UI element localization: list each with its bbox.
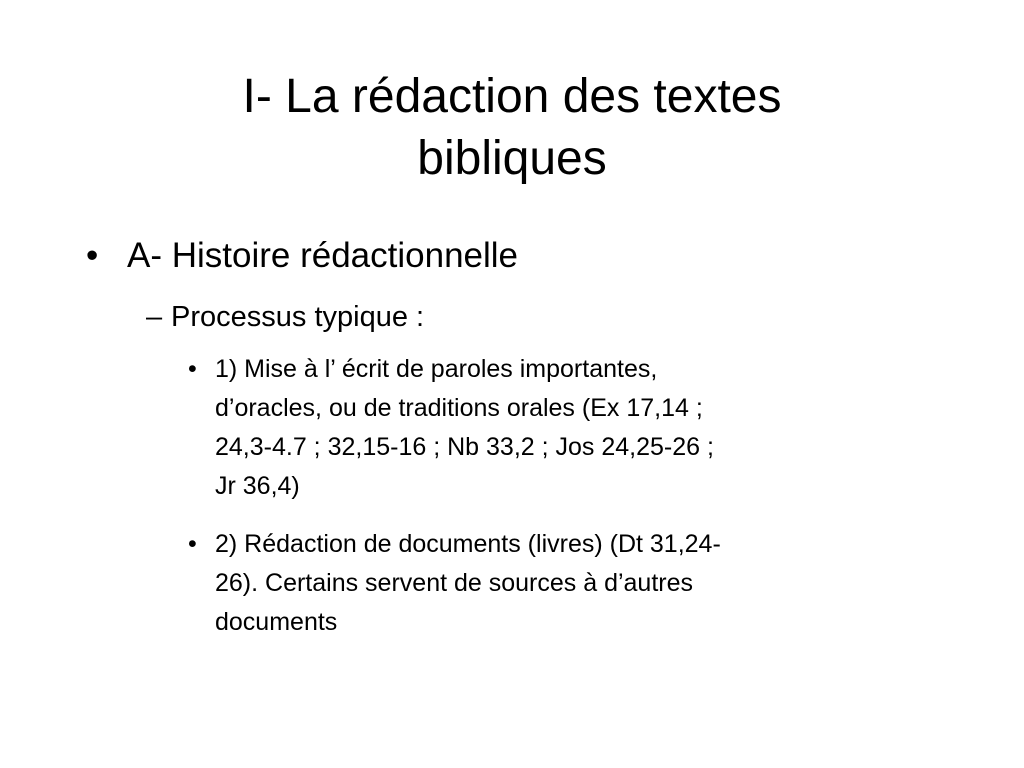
bullet-level3-text	[215, 350, 915, 506]
title-line: bibliques	[417, 132, 607, 185]
text-line: 24,3-4.7 ; 32,15-16 ; Nb 33,2 ; Jos 24,25-26 ;	[215, 433, 714, 461]
bullet-dot-icon: •	[86, 236, 99, 275]
title-line: I- La rédaction des textes	[242, 70, 782, 123]
bullet-level3-text	[215, 525, 915, 642]
bullet-level2-text: Processus typique :	[171, 301, 425, 333]
bullet-dot-icon: •	[188, 530, 197, 558]
text-line: 2) Rédaction de documents (livres) (Dt 31,24-	[215, 530, 721, 558]
text-line: documents	[215, 608, 338, 636]
bullet-dot-icon: •	[188, 355, 197, 383]
bullet-level1-text: A- Histoire rédactionnelle	[127, 236, 519, 275]
text-line: 26). Certains servent de sources à d’autres	[215, 569, 694, 597]
text-line: 1) Mise à l’ écrit de paroles importantes,	[215, 355, 658, 383]
bullet-dash-icon: –	[146, 301, 163, 333]
text-line: d’oracles, ou de traditions orales (Ex 17,14 ;	[215, 394, 703, 422]
text-line: Jr 36,4)	[215, 472, 300, 500]
